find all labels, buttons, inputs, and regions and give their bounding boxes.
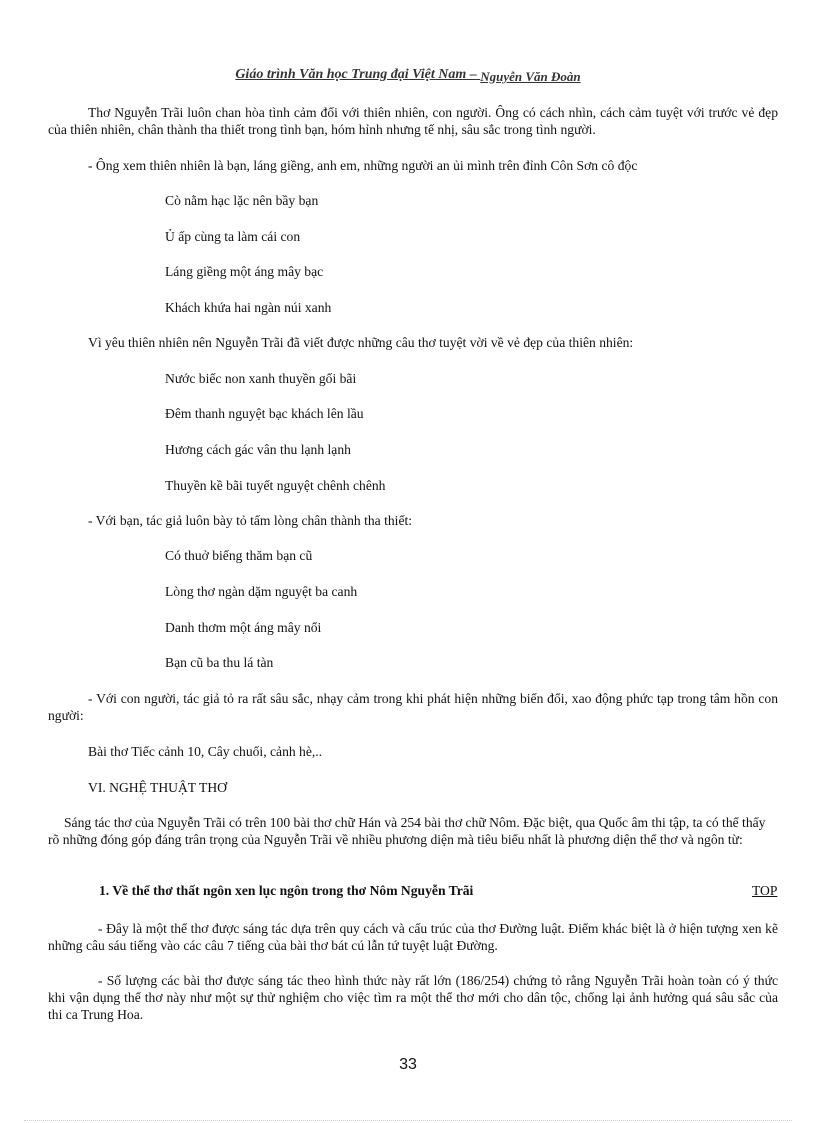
examples-paragraph: Bài thơ Tiếc cảnh 10, Cây chuối, cảnh hè,.. (88, 744, 323, 759)
page-divider (24, 1120, 792, 1121)
intro-paragraph: Thơ Nguyễn Trãi luôn chan hòa tình cảm đối với thiên nhiên, con người. Ông có cách nhìn, cách cảm tuyệt với trước vẻ đẹp của thiên nhiên, chân thành tha thiết trong tình bạn, hóm hỉnh nhưng tế nhị, sâu sắc trong tình người. (48, 105, 778, 137)
nature-friend-paragraph: - Ông xem thiên nhiên là bạn, láng giềng, anh em, những người an ủi mình trên đỉnh Côn Sơn cô độc (88, 158, 638, 173)
header-author: Nguyễn Văn Đoàn (480, 69, 581, 84)
poem-line: Danh thơm một áng mây nổi (165, 620, 322, 635)
poem-line: Láng giềng một áng mây bạc (165, 264, 324, 279)
poem-line: Hương cách gác vân thu lạnh lạnh (165, 442, 351, 457)
poem-line: Ủ ấp cùng ta làm cái con (165, 229, 301, 244)
poem-line: Khách khứa hai ngàn núi xanh (165, 300, 332, 315)
works-paragraph: Sáng tác thơ của Nguyễn Trãi có trên 100 bài thơ chữ Hán và 254 bài thơ chữ Nôm. Đặc biệt, qua Quốc âm thi tập, ta có thể thấy rõ những đóng góp đáng trân trọng của Nguyễn Trãi về nhiều phương diện mà tiêu biểu nhất là phương diện thể thơ và ngôn từ: (48, 815, 766, 847)
poem-line: Nước biếc non xanh thuyền gối bãi (165, 371, 357, 386)
header-title: Giáo trình Văn học Trung đại Việt Nam – (235, 67, 481, 82)
poem-line: Thuyền kề bãi tuyết nguyệt chênh chênh (165, 478, 386, 493)
page-number: 33 (399, 1056, 417, 1073)
poem-line: Bạn cũ ba thu lá tàn (165, 655, 274, 670)
poem-line: Có thuở biếng thăm bạn cũ (165, 548, 313, 563)
poem-line: Đêm thanh nguyệt bạc khách lên lầu (165, 406, 364, 421)
form-count-paragraph: - Số lượng các bài thơ được sáng tác theo hình thức này rất lớn (186/254) chứng tỏ rằng Nguyễn Trãi hoàn toàn có ý thức khi vận dụng thể thơ này như một sự thử nghiệm cho việc tìm ra một thể thơ mới cho dân tộc, chống lại ảnh hưởng quá sâu sắc của thi ca Trung Hoa. (48, 973, 778, 1022)
form-description-paragraph: - Đây là một thể thơ được sáng tác dựa trên quy cách và cấu trúc của thơ Đường luật. Điểm khác biệt là ở hiện tượng xen kẽ những câu sáu tiếng vào các câu 7 tiếng của bài thơ bát cú lẫn tứ tuyệt luật Đường. (48, 921, 778, 953)
subsection-heading-1: 1. Về thể thơ thất ngôn xen lục ngôn trong thơ Nôm Nguyễn Trãi (99, 883, 474, 898)
poem-line: Cò nằm hạc lặc nên bầy bạn (165, 193, 319, 208)
love-nature-paragraph: Vì yêu thiên nhiên nên Nguyễn Trãi đã viết được những câu thơ tuyệt vời về vẻ đẹp của thiên nhiên: (88, 335, 634, 350)
top-link[interactable]: TOP (752, 883, 778, 898)
friends-paragraph: - Với bạn, tác giả luôn bày tỏ tấm lòng chân thành tha thiết: (88, 513, 413, 528)
poem-line: Lòng thơ ngàn dặm nguyệt ba canh (165, 584, 358, 599)
people-paragraph: - Với con người, tác giả tỏ ra rất sâu sắc, nhạy cảm trong khi phát hiện những biến đổi, xao động phức tạp trong tâm hồn con người: (48, 691, 778, 723)
running-header (0, 66, 816, 83)
section-heading-vi: VI. NGHỆ THUẬT THƠ (88, 780, 227, 795)
